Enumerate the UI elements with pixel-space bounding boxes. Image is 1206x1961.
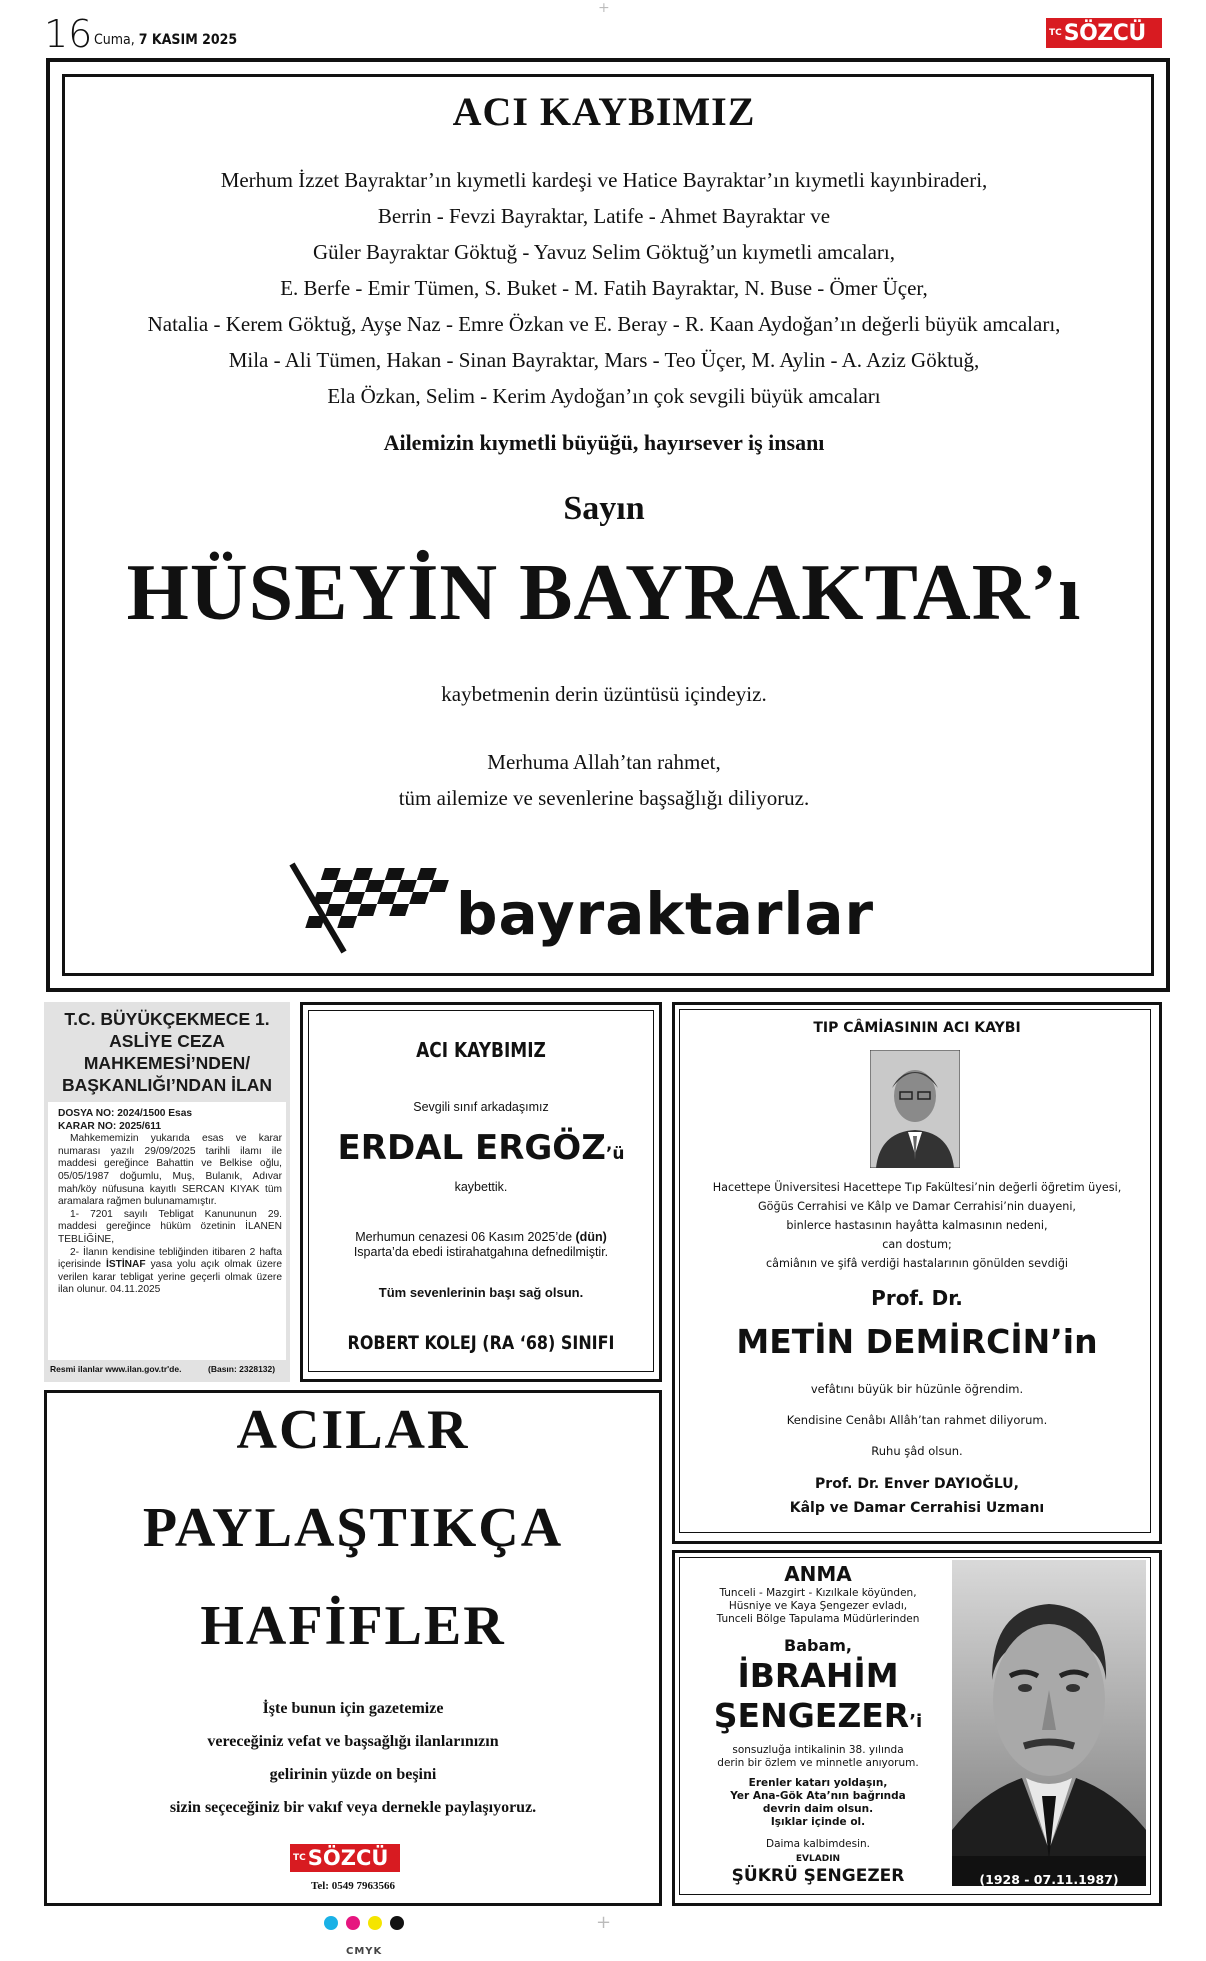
ibrahim-sengezer-photo [952,1560,1146,1886]
erdal-ad-condolence: Tüm sevenlerinin başı sağ olsun. [378,1285,584,1300]
erdal-ad-signature: ROBERT KOLEJ (RA ‘68) SINIFI [347,1332,615,1354]
main-ad-honorific: Sayın [563,490,645,527]
page-number: 16 [44,12,93,56]
crop-mark: + [598,0,610,16]
metin-ad-rank: Prof. Dr. [871,1286,963,1310]
family-line: Natalia - Kerem Göktuğ, Ayşe Naz - Emre Özkan ve E. Beray - R. Kaan Aydoğan’ın değerli büyük amcaları, [147,312,1061,336]
acilar-sozcu-logo: TC SÖZCÜ [290,1844,400,1872]
cyan-registration-dot [324,1916,338,1930]
anma-ad-last-name: ŞENGEZER’i [713,1696,923,1735]
court-notice-footer-right: (Basın: 2328132) [208,1364,276,1374]
main-ad-subtitle: Ailemizin kıymetli büyüğü, hayırsever iş insanı [383,430,825,455]
anma-ad-signer: ŞÜKRÜ ŞENGEZER [731,1866,905,1886]
metin-ad-sender: Prof. Dr. Enver DAYIOĞLU, [815,1476,1019,1492]
metin-ad-title: TIP CÂMİASININ ACI KAYBI [813,1020,1021,1036]
family-line: E. Berfe - Emir Tümen, S. Buket - M. Fatih Bayraktar, N. Buse - Ömer Üçer, [280,276,928,300]
family-line: Merhum İzzet Bayraktar’ın kıymetli kardeşi ve Hatice Bayraktar’ın kıymetli kayınbiraderi, [220,168,988,192]
erdal-ad-title: ACI KAYBIMIZ [416,1038,546,1062]
family-line: Ela Özkan, Selim - Kerim Aydoğan’ın çok sevgili büyük amcaları [327,384,881,408]
metin-demircin-photo [870,1050,960,1168]
anma-ad-closing: Daima kalbimdesin. [765,1838,870,1850]
erdal-ad-funeral: Merhumun cenazesi 06 Kasım 2025’de (dün) Isparta’da ebedi istirahatgahına defnedilmiştir. [353,1230,609,1259]
yellow-registration-dot [368,1916,382,1930]
page-date: Cuma, 7 KASIM 2025 [94,32,238,48]
main-ad-family-list [46,162,1162,414]
black-registration-dot [390,1916,404,1930]
metin-ad-rest: Ruhu şâd olsun. [871,1444,963,1458]
crop-mark: + [596,1912,612,1933]
checkered-flag-logo [284,858,464,958]
main-ad-title: ACI KAYBIMIZ [452,89,756,134]
cmyk-label: CMYK [346,1946,383,1957]
metin-ad-prayer: Kendisine Cenâbı Allâh’tan rahmet diliyorum. [786,1413,1048,1427]
metin-ad-text: Hacettepe Üniversitesi Hacettepe Tıp Fakültesi’nin değerli öğretim üyesi, Göğüs Cerrahisi ve Kâlp ve Damar Cerrahisi’nin duayeni, binlerce hastasının hayâtta kalmasının nedeni, can dostum; câmiânın ve şifâ verdiği hastalarının gönülden sevdiği [712,1181,1122,1270]
anma-ad-poem: Erenler katarı yoldaşın, Yer Ana-Gök Ata’nın bağrında devrin daim olsun. Işıklar içinde ol. [730,1777,906,1828]
court-notice-footer-left: Resmi ilanlar www.ilan.gov.tr'de. [50,1364,182,1374]
acilar-phone: Tel: 0549 7963566 [311,1880,395,1892]
metin-ad-learned: vefâtını büyük bir hüzünle öğrendim. [810,1382,1024,1396]
bayraktarlar-brand: bayraktarlar [456,880,875,948]
anma-ad-title: ANMA [784,1562,852,1586]
anma-ad-remembrance: sonsuzluğa intikalinin 38. yılında derin bir özlem ve minnetle anıyorum. [717,1744,919,1769]
metin-ad-name: METİN DEMİRCİN’in [736,1322,1098,1361]
main-ad-loss-line: kaybetmenin derin üzüntüsü içindeyiz. [441,682,767,706]
sozcu-logo: TC SÖZCÜ [1046,18,1162,48]
acilar-line3: HAFİFLER [200,1595,506,1657]
main-ad-condolence-1: Merhuma Allah’tan rahmet, [487,750,721,774]
anma-ad-dates: (1928 - 07.11.1987) [979,1872,1119,1887]
main-ad-condolence-2: tüm ailemize ve sevenlerine başsağlığı diliyoruz. [398,786,810,810]
anma-ad-first-name: İBRAHİM [737,1656,899,1695]
family-line: Berrin - Fevzi Bayraktar, Latife - Ahmet Bayraktar ve [377,204,831,228]
acilar-line1: ACILAR [236,1399,470,1461]
erdal-ad-name: ERDAL ERGÖZ’ü [337,1128,625,1168]
erdal-ad-intro: Sevgili sınıf arkadaşımız [413,1100,549,1114]
main-ad-deceased-name: HÜSEYİN BAYRAKTAR’ı [126,549,1082,637]
acilar-body: İşte bunun için gazetemize vereceğiniz vefat ve başsağlığı ilanlarınızın gelirinin yüzde on beşini sizin seçeceğiniz bir vakıf veya dernekle paylaşıyoruz. [169,1700,537,1816]
anma-ad-evladin: EVLADIN [795,1854,841,1864]
anma-ad-babam: Babam, [784,1636,852,1655]
court-notice-heading: T.C. BÜYÜKÇEKMECE 1. ASLİYE CEZA MAHKEMESİ’NDEN/ BAŞKANLIĞI’NDAN İLAN [62,1009,272,1095]
family-line: Güler Bayraktar Göktuğ - Yavuz Selim Göktuğ’un kıymetli amcaları, [312,240,896,264]
family-line: Mila - Ali Tümen, Hakan - Sinan Bayraktar, Mars - Teo Üçer, M. Aylin - A. Aziz Göktuğ, [228,348,980,372]
acilar-line2: PAYLAŞTIKÇA [142,1497,564,1559]
anma-ad-origin: Tunceli - Mazgirt - Kızılkale köyünden, Hüsniye ve Kaya Şengezer evladı, Tunceli Bölge Tapulama Müdürlerinden [716,1587,920,1625]
court-notice-body: DOSYA NO: 2024/1500 Esas KARAR NO: 2025/611 Mahkememizin yukarıda esas ve karar numarası yazılı 29/09/2025 tarihli ilamı ile maddesi gereğince Bahattin ve Belkise oğlu, 05/05/1987 doğumlu, Muş, Bulanık, Adıvar mah/köy nüfusuna kayıtlı SERCAN KIYAK tüm aramalara rağmen bulunamamıştır. 1- 7201 sayılı Tebligat Kanununun 29. maddesi gereğince hüküm özetinin İLANEN TEBLİĞİNE, 2- İlanın kendisine tebliğinden itibaren 2 hafta içerisinde İSTİNAF yasa yolu açık olmak üzere verilen karar tebligat yerine geçerli olmak üzere ilan olunur. 04.11.2025 [58,1108,282,1296]
magenta-registration-dot [346,1916,360,1930]
metin-ad-sender-title: Kâlp ve Damar Cerrahisi Uzmanı [789,1500,1045,1516]
erdal-ad-lost: kaybettik. [454,1180,508,1194]
